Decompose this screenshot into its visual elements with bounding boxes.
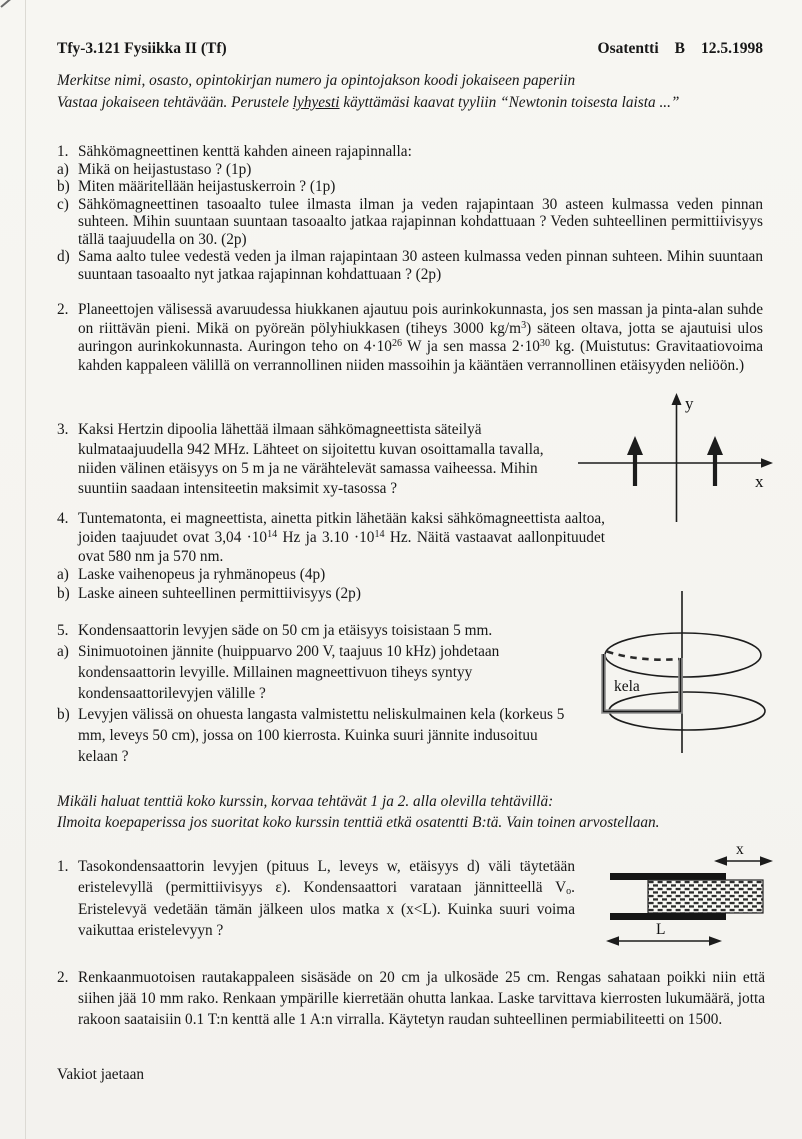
problem-number: 2. bbox=[57, 301, 69, 318]
problem-item-a bbox=[57, 566, 605, 585]
problem-1-heading bbox=[57, 143, 763, 161]
alt-problem-2 bbox=[57, 967, 765, 1030]
alt-problem-2-text bbox=[57, 967, 765, 1030]
superscript: 3 bbox=[521, 319, 527, 331]
problem-number: 5. bbox=[57, 622, 69, 639]
exam-session bbox=[598, 40, 763, 58]
problem-text: Renkaanmuotoisen rautakappaleen sisäsäde on 20 cm ja ulkosäde 25 cm. Rengas sahataan poikki niin että siihen jää 10 mm rako. Renkaan ympärille kierretään ohutta lankaa. Laske tarvittava kierrosten lukumäärä, jotta rakoon saataisiin 0.1 T:n kenttä alle 1 A:n virralla. Käytetyn raudan suhteellinen permiabiliteetti on 1500. bbox=[78, 969, 765, 1028]
item-label: a) bbox=[57, 643, 69, 660]
problem-item-b bbox=[57, 704, 581, 767]
y-axis bbox=[672, 393, 682, 522]
x-axis-label: x bbox=[755, 472, 764, 491]
x-axis bbox=[578, 458, 773, 468]
item-text: Levyjen välissä on ohuesta langasta valmistettu neliskulmainen kela (korkeus 5 mm, leveys 50 cm), jossa on 100 kierrosta. Kuinka suuri jännite indusoituu kelaan ? bbox=[78, 706, 565, 765]
problem-2 bbox=[57, 301, 763, 375]
item-text: Miten määritellään heijastuskerroin ? (1p) bbox=[78, 178, 336, 195]
footer-text: Vakiot jaetaan bbox=[57, 1066, 145, 1083]
superscript: 26 bbox=[391, 338, 403, 350]
problem-number: 1. bbox=[57, 858, 69, 875]
problem-item-a bbox=[57, 641, 581, 704]
dipole-arrow-right bbox=[707, 436, 723, 486]
problem-2-text: 2. Planeettojen välisessä avaruudessa hiukkanen ajautuu pois aurinkokunnasta, jos sen massan ja pinta-alan suhde on riittävän pieni. Mikä on pyöreän pölyhiukkasen (tiheys 3000 $kg/m^3$) säteen oltava, jotta se ajautuisi ulos auringon aurinkokunnasta. Auringon teho on $4\cdot 10^{26}$ W ja sen massa $2\cdot 10^{30}$ kg. (Muistutus: Gravitaatiovoima kahden kappaleen välillä on verrannollinen niiden massoihin ja kääntäen verrannollinen etäisyyden neliöön.) bbox=[57, 301, 764, 374]
instructions bbox=[57, 70, 763, 114]
footer-note bbox=[57, 1066, 763, 1084]
item-text: Mikä on heijastustaso ? (1p) bbox=[78, 160, 252, 178]
underlined-word: lyhyesti bbox=[292, 94, 340, 111]
replacement-note bbox=[57, 791, 763, 833]
instruction-line-2: Vastaa jokaiseen tehtävään. Perustele lyhyesti käyttämäsi kaavat tyyliin “Newtonin toisesta laista ...” bbox=[57, 94, 680, 111]
course-code: Tfy-3.121 Fysiikka II (Tf) bbox=[57, 40, 227, 57]
problem-text: Kaksi Hertzin dipoolia lähettää ilmaan sähkömagneettista säteilyä kulmataajuudella 942 MHz. Lähteet on sijoitettu kuvan osoittamalla tavalla, niiden välinen etäisyys on 5 m ja ne värähtelevät samassa vaiheessa. Mihin suuntiin saadaan intensiteetin maksimit xy-tasossa ? bbox=[78, 421, 544, 498]
item-label: d) bbox=[57, 248, 70, 265]
bottom-plate bbox=[610, 913, 726, 920]
displacement-label: x bbox=[736, 841, 744, 858]
problem-1 bbox=[57, 143, 763, 283]
top-plate bbox=[610, 873, 726, 880]
instruction-line-1: Merkitse nimi, osasto, opintokirjan numero ja opintojakson koodi jokaiseen paperiin bbox=[57, 72, 576, 89]
coil-label: kela bbox=[614, 678, 640, 695]
alt-problem-1 bbox=[57, 856, 575, 941]
problem-4-text: 4. Tuntematonta, ei magneettista, ainetta pitkin lähetään kaksi sähkömagneettista aaltoa, joiden taajuudet ovat $3,04 \cdot 10^{14}$ Hz ja $3.10 \cdot 10^{14}$ Hz. Näitä vastaavat aallonpituudet ovat 580 nm ja 570 nm. bbox=[57, 510, 605, 565]
problem-item-b bbox=[57, 585, 605, 604]
problem-number: 4. bbox=[57, 510, 69, 527]
dipole-arrow-left bbox=[627, 436, 643, 486]
item-text: Laske vaihenopeus ja ryhmänopeus (4p) bbox=[78, 566, 326, 584]
item-text: Sinimuotoinen jännite (huippuarvo 200 V, taajuus 10 kHz) johdetaan kondensaattorin levyille. Millainen magneettivuon tiheys syntyy kondensaattorilevyjen välille ? bbox=[78, 643, 500, 702]
item-label: a) bbox=[57, 160, 69, 178]
problem-item-c bbox=[57, 196, 763, 249]
problem-3 bbox=[57, 420, 562, 499]
item-label: b) bbox=[57, 585, 70, 603]
exam-type: Osatentti bbox=[597, 40, 659, 57]
problem-5 bbox=[57, 620, 581, 767]
exam-group: B bbox=[674, 40, 685, 57]
item-label: b) bbox=[57, 178, 70, 195]
scan-edge-line bbox=[25, 0, 26, 1139]
item-text: Laske aineen suhteellinen permittiivisyys (2p) bbox=[78, 585, 361, 603]
page-header bbox=[57, 40, 763, 58]
item-label: b) bbox=[57, 706, 70, 723]
problem-text: Sähkömagneettinen kenttä kahden aineen rajapinnalla: bbox=[78, 143, 412, 160]
problem-number: 3. bbox=[57, 421, 69, 438]
note-line-1: Mikäli haluat tenttiä koko kurssin, korvaa tehtävät 1 ja 2. alla olevilla tehtävillä: bbox=[57, 793, 554, 810]
dielectric-slab bbox=[648, 880, 763, 913]
note-line-2: Ilmoita koepaperissa jos suoritat koko kurssin tenttiä etkä osatentti B:tä. Vain toinen arvostellaan. bbox=[57, 814, 660, 831]
problem-item-a bbox=[57, 161, 763, 179]
slab-capacitor-diagram bbox=[603, 838, 783, 950]
problem-4 bbox=[57, 510, 605, 604]
item-label: a) bbox=[57, 566, 69, 584]
coil-hidden-edge bbox=[607, 652, 679, 660]
item-text: Sähkömagneettinen tasoaalto tulee ilmasta ilman ja veden rajapintaan 30 asteen kulmassa veden pinnan suhteen. Mihin suuntaan suuntaan tasoaalto jatkaa rajapinnan kohdattuaan ? Veden suhteellinen permittiivisyys tällä taajuudella on 30. (2p) bbox=[78, 195, 763, 248]
problem-item-d bbox=[57, 248, 763, 283]
superscript: 14 bbox=[267, 528, 278, 540]
dipole-diagram bbox=[575, 392, 775, 524]
problem-text: Kondensaattorin levyjen säde on 50 cm ja etäisyys toisistaan 5 mm. bbox=[78, 622, 493, 639]
problem-5-heading bbox=[57, 620, 581, 641]
capacitor-coil-diagram bbox=[578, 583, 782, 755]
y-axis-label: y bbox=[685, 394, 694, 413]
problem-number: 2. bbox=[57, 969, 69, 986]
problem-number: 1. bbox=[57, 143, 69, 160]
corner-scan-mark bbox=[0, 0, 14, 8]
upper-plate bbox=[605, 633, 761, 677]
problem-3-text bbox=[57, 420, 562, 499]
item-text: Sama aalto tulee vedestä veden ja ilman rajapintaan 30 asteen kulmassa veden pinnan suhteen. Mihin suuntaan suuntaan tasoaalto nyt jatkaa rajapinnan kohdattuaan ? (2p) bbox=[78, 248, 763, 283]
alt-problem-1-text: 1. Tasokondensaattorin levyjen (pituus L, leveys w, etäisyys d) väli täytetään eristelevyllä (permittiivisyys ε). Kondensaattori varataan jännitteellä Vo. Eristelevyä vedetään tämän jälkeen ulos matka x (x<L). Kuinka suuri voima vaikuttaa eristelevyyn ? bbox=[57, 858, 575, 939]
superscript: 14 bbox=[374, 528, 385, 540]
exam-date: 12.5.1998 bbox=[701, 40, 763, 57]
problem-item-b bbox=[57, 178, 763, 196]
length-label: L bbox=[656, 921, 666, 938]
superscript: 30 bbox=[539, 338, 550, 350]
item-label: c) bbox=[57, 195, 69, 213]
subscript: o bbox=[566, 886, 572, 898]
